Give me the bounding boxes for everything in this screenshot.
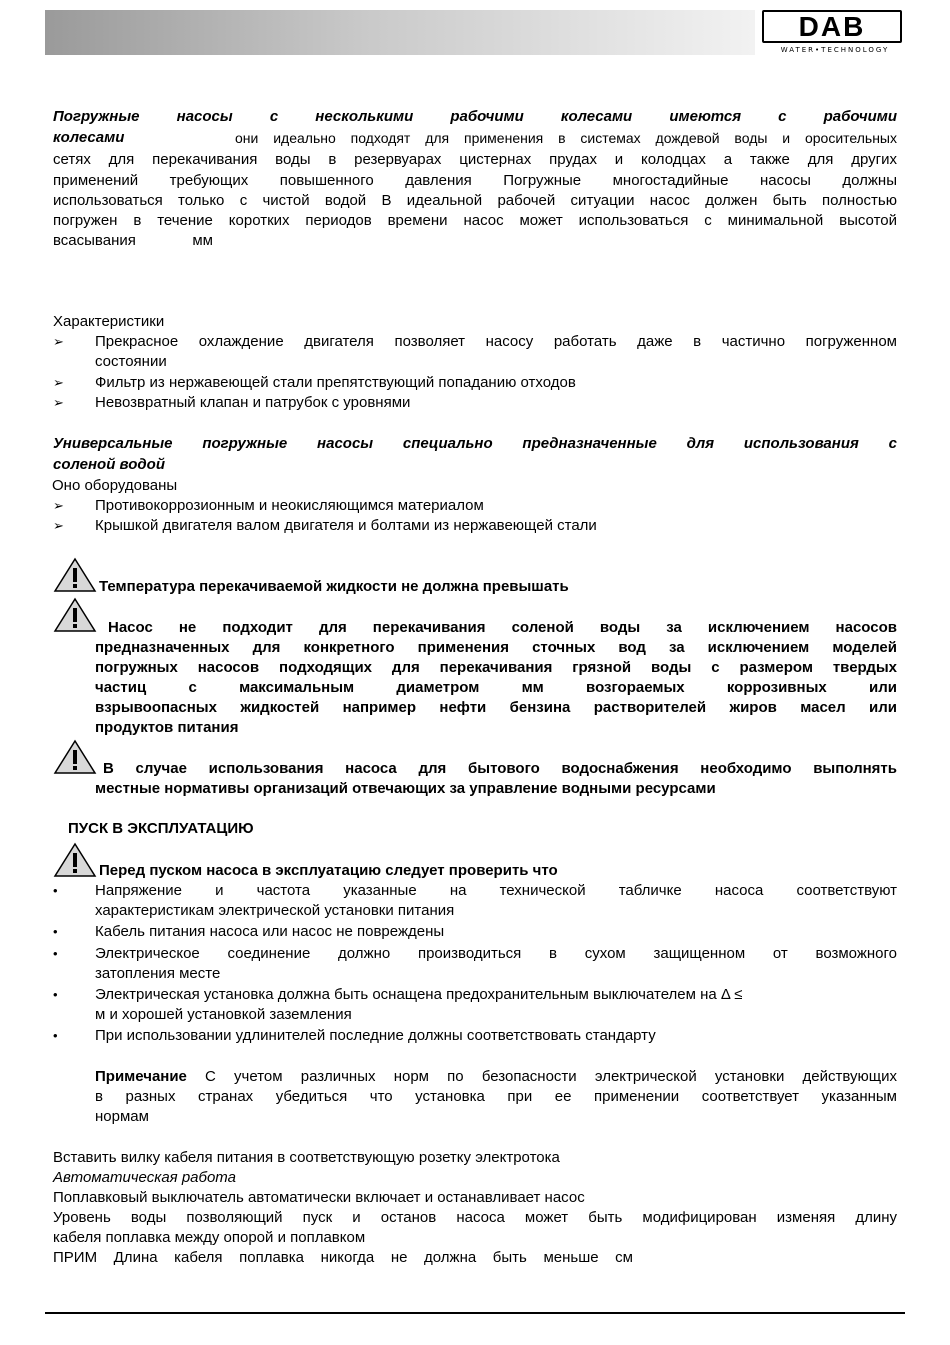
check-item-1-line-2: характеристикам электрической установки питания bbox=[95, 902, 455, 919]
warning-3-line-1: В случае использования насоса для бытового водоснабжения необходимо выполнять bbox=[103, 760, 897, 777]
intro-line-4: применений требующих повышенного давления Погружные многостадийные насосы должны bbox=[53, 172, 897, 189]
universal-equipped: Оно оборудованы bbox=[52, 477, 178, 494]
dot-bullet-icon: • bbox=[53, 924, 58, 939]
dot-bullet-icon: • bbox=[53, 1028, 58, 1043]
dab-logo bbox=[762, 10, 908, 58]
warning-triangle-icon bbox=[53, 597, 97, 633]
footer-divider bbox=[45, 1312, 905, 1314]
universal-item-1: Противокоррозионным и неокисляющимся материалом bbox=[95, 497, 484, 514]
level-line-2: кабеля поплавка между опорой и поплавком bbox=[53, 1229, 366, 1246]
logo-text: DAB bbox=[762, 10, 902, 43]
auto-operation-title: Автоматическая работа bbox=[53, 1169, 236, 1186]
intro-line-7: всасывания мм bbox=[53, 232, 213, 249]
feature-item-2: Фильтр из нержавеющей стали препятствующий попаданию отходов bbox=[95, 374, 576, 391]
arrow-bullet-icon: ➢ bbox=[53, 395, 64, 410]
logo-subtitle: WATER•TECHNOLOGY bbox=[780, 46, 890, 54]
header-gradient-bar bbox=[45, 10, 755, 55]
warning-triangle-icon bbox=[53, 739, 97, 775]
universal-item-2: Крышкой двигателя валом двигателя и болтами из нержавеющей стали bbox=[95, 517, 597, 534]
note-line-2: в разных странах убедиться что установка при ее применении соответствует указанным bbox=[95, 1088, 897, 1105]
note-line-3: нормам bbox=[95, 1108, 149, 1125]
universal-line-1: Универсальные погружные насосы специально предназначенные для использования с bbox=[53, 435, 897, 452]
features-title: Характеристики bbox=[53, 313, 165, 330]
startup-title: ПУСК В ЭКСПЛУАТАЦИЮ bbox=[68, 820, 254, 837]
intro-line-3: сетях для перекачивания воды в резервуарах цистернах прудах и колодцах а также для других bbox=[53, 151, 897, 168]
check-item-5: При использовании удлинителей последние должны соответствовать стандарту bbox=[95, 1027, 656, 1044]
universal-line-2: соленой водой bbox=[53, 456, 165, 473]
arrow-bullet-icon: ➢ bbox=[53, 518, 64, 533]
warning-3-line-2: местные нормативы организаций отвечающих за управление водными ресурсами bbox=[95, 780, 716, 797]
intro-line-2 bbox=[53, 128, 897, 148]
check-item-4-line-2: м и хорошей установкой заземления bbox=[95, 1006, 352, 1023]
note-line-1-text: С учетом различных норм по безопасности электрической установки действующих bbox=[205, 1068, 897, 1085]
warning-2-line-4: частиц с максимальным диаметром мм возгораемых коррозивных или bbox=[95, 679, 897, 696]
note-line-1 bbox=[95, 1067, 897, 1087]
check-item-3-line-2: затопления месте bbox=[95, 965, 221, 982]
intro-line-5: использоваться только с чистой водой В идеальной рабочей ситуации насос должен быть полностью bbox=[53, 192, 897, 209]
warning-triangle-icon bbox=[53, 842, 97, 878]
warning-2-line-2: предназначенных для конкретного применения сточных вод за исключением моделей bbox=[95, 639, 897, 656]
arrow-bullet-icon: ➢ bbox=[53, 334, 64, 349]
check-item-3-line-1: Электрическое соединение должно производиться в сухом защищенном от возможного bbox=[95, 945, 897, 962]
check-item-1-line-1: Напряжение и частота указанные на технической табличке насоса соответствуют bbox=[95, 882, 897, 899]
feature-item-1-line-2: состоянии bbox=[95, 353, 167, 370]
warning-triangle-icon bbox=[53, 557, 97, 593]
dot-bullet-icon: • bbox=[53, 946, 58, 961]
plug-instruction: Вставить вилку кабеля питания в соответствующую розетку электротока bbox=[53, 1149, 560, 1166]
dot-bullet-icon: • bbox=[53, 883, 58, 898]
intro-line-6: погружен в течение коротких периодов времени насос может использоваться с минимальной высотой bbox=[53, 212, 897, 229]
warning-2-line-1: Насос не подходит для перекачивания соленой воды за исключением насосов bbox=[108, 619, 897, 636]
check-item-4-line-1: Электрическая установка должна быть оснащена предохранительным выключателем на Δ ≤ bbox=[95, 986, 743, 1003]
warning-2-line-3: погружных насосов подходящих для перекачивания грязной воды с размером твердых bbox=[95, 659, 897, 676]
startup-check-text: Перед пуском насоса в эксплуатацию следует проверить что bbox=[99, 862, 558, 879]
prim-note: ПРИМ Длина кабеля поплавка никогда не должна быть меньше см bbox=[53, 1249, 633, 1266]
check-item-2: Кабель питания насоса или насос не повреждены bbox=[95, 923, 445, 940]
arrow-bullet-icon: ➢ bbox=[53, 375, 64, 390]
warning-2-line-6: продуктов питания bbox=[95, 719, 239, 736]
warning-2-line-5: взрывоопасных жидкостей например нефти бензина растворителей жиров масел или bbox=[95, 699, 897, 716]
warning-1-text: Температура перекачиваемой жидкости не должна превышать bbox=[99, 578, 569, 595]
dot-bullet-icon: • bbox=[53, 987, 58, 1002]
intro-line-2-bold: колесами bbox=[53, 129, 125, 146]
feature-item-1-line-1: Прекрасное охлаждение двигателя позволяет насосу работать даже в частично погруженном bbox=[95, 333, 897, 350]
note-label: Примечание bbox=[95, 1068, 187, 1085]
intro-line-1: Погружные насосы с несколькими рабочими колесами имеются с рабочими bbox=[53, 108, 897, 125]
float-switch-text: Поплавковый выключатель автоматически включает и останавливает насос bbox=[53, 1189, 585, 1206]
intro-line-2-rest: они идеально подходят для применения в системах дождевой воды и оросительных bbox=[235, 130, 897, 146]
feature-item-3: Невозвратный клапан и патрубок с уровнями bbox=[95, 394, 411, 411]
level-line-1: Уровень воды позволяющий пуск и останов насоса может быть модифицирован изменяя длину bbox=[53, 1209, 897, 1226]
arrow-bullet-icon: ➢ bbox=[53, 498, 64, 513]
